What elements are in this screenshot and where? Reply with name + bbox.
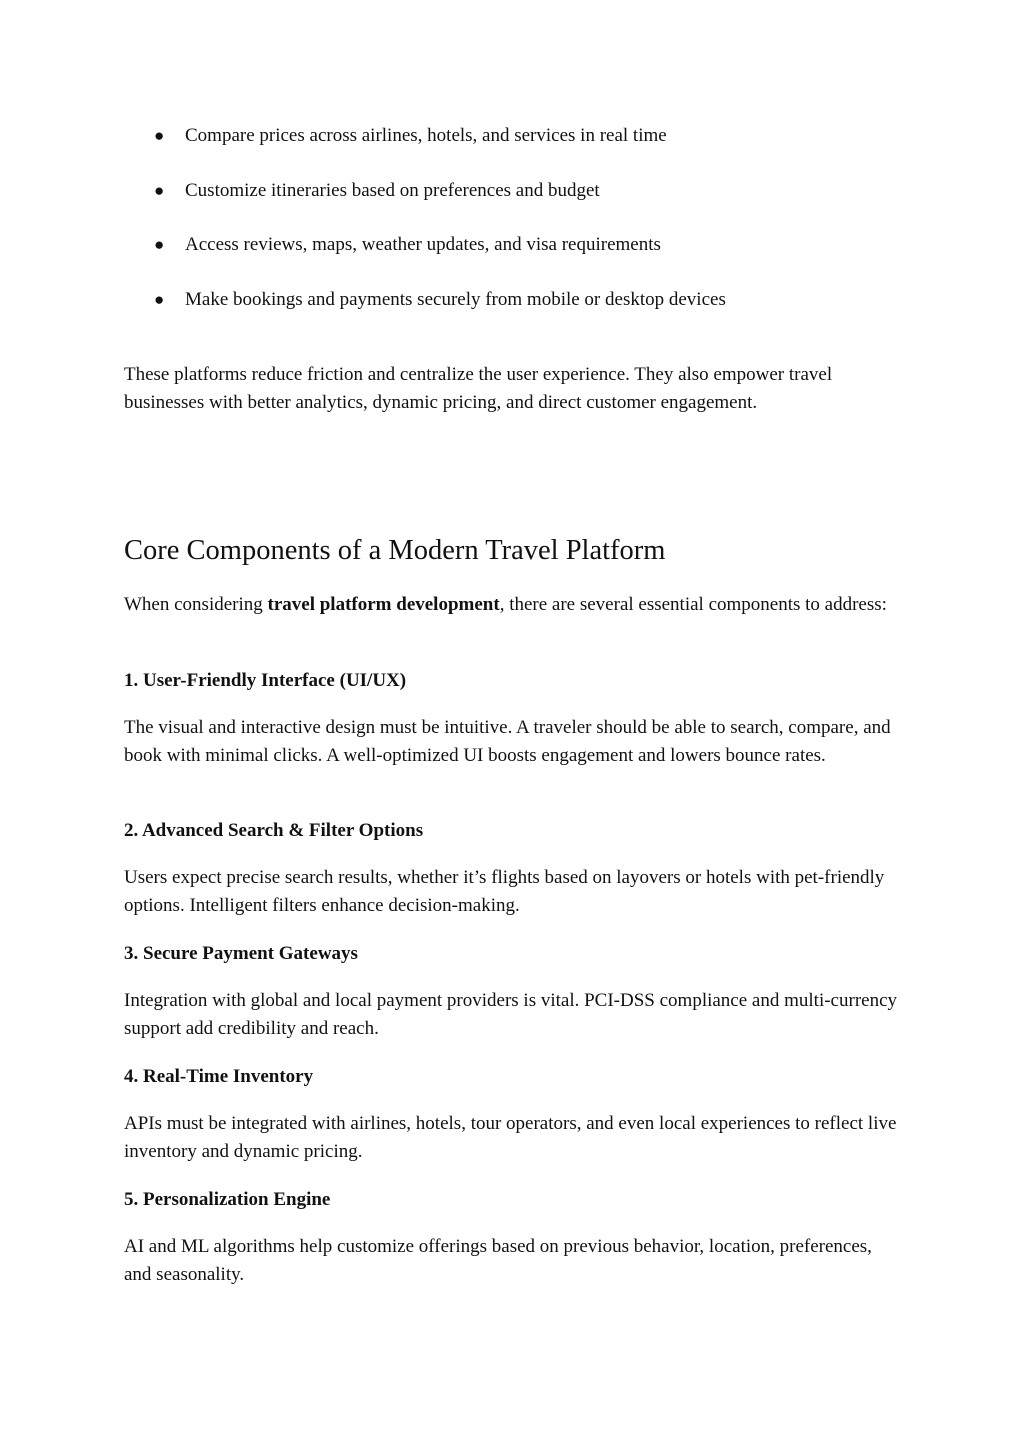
bullet-dot-icon: ● bbox=[154, 126, 165, 145]
bullet-item bbox=[124, 285, 904, 315]
intro-text-after: , there are several essential components to address: bbox=[499, 594, 887, 615]
component-title-payment: 3. Secure Payment Gateways bbox=[124, 943, 358, 964]
intro-bold-keyword: travel platform development bbox=[267, 594, 500, 615]
components-intro-paragraph bbox=[124, 591, 904, 619]
bullet-item bbox=[124, 176, 904, 206]
bullet-dot-icon: ● bbox=[154, 180, 165, 200]
intro-paragraph: These platforms reduce friction and centralize the user experience. They also empower travel businesses with better analytics, dynamic pricing, and direct customer engagement. bbox=[124, 364, 833, 413]
bullet-text: Make bookings and payments securely from mobile or desktop devices bbox=[185, 288, 726, 310]
component-title-personalization: 5. Personalization Engine bbox=[124, 1189, 331, 1210]
component-body-personalization: AI and ML algorithms help customize offerings based on previous behavior, location, preferences, and seasonality. bbox=[124, 1236, 872, 1285]
bullet-item bbox=[124, 121, 904, 151]
component-title-search-filter: 2. Advanced Search & Filter Options bbox=[124, 820, 424, 841]
component-body-ui-ux: The visual and interactive design must be intuitive. A traveler should be able to search, compare, and book with minimal clicks. A well-optimized UI boosts engagement and lowers bounce rates. bbox=[124, 717, 891, 766]
bullet-dot-icon: ● bbox=[154, 235, 165, 254]
bullet-text: Customize itineraries based on preferences and budget bbox=[185, 179, 600, 201]
intro-text-before: When considering bbox=[124, 594, 268, 615]
bullet-text: Access reviews, maps, weather updates, and visa requirements bbox=[185, 234, 661, 255]
component-title-ui-ux: 1. User-Friendly Interface (UI/UX) bbox=[124, 670, 407, 691]
component-body-search-filter: Users expect precise search results, whether it’s flights based on layovers or hotels with pet-friendly options. Intelligent filters enhance decision-making. bbox=[124, 867, 885, 916]
component-body-inventory: APIs must be integrated with airlines, hotels, tour operators, and even local experiences to reflect live inventory and dynamic pricing. bbox=[124, 1113, 897, 1162]
component-body-payment: Integration with global and local payment providers is vital. PCI-DSS compliance and multi-currency support add credibility and reach. bbox=[124, 990, 898, 1039]
bullet-dot-icon: ● bbox=[154, 289, 165, 309]
section-heading: Core Components of a Modern Travel Platform bbox=[124, 535, 666, 566]
component-title-inventory: 4. Real-Time Inventory bbox=[124, 1066, 314, 1087]
bullet-text: Compare prices across airlines, hotels, and services in real time bbox=[185, 125, 667, 146]
feature-bullet-list bbox=[124, 121, 904, 339]
bullet-item bbox=[124, 230, 904, 260]
